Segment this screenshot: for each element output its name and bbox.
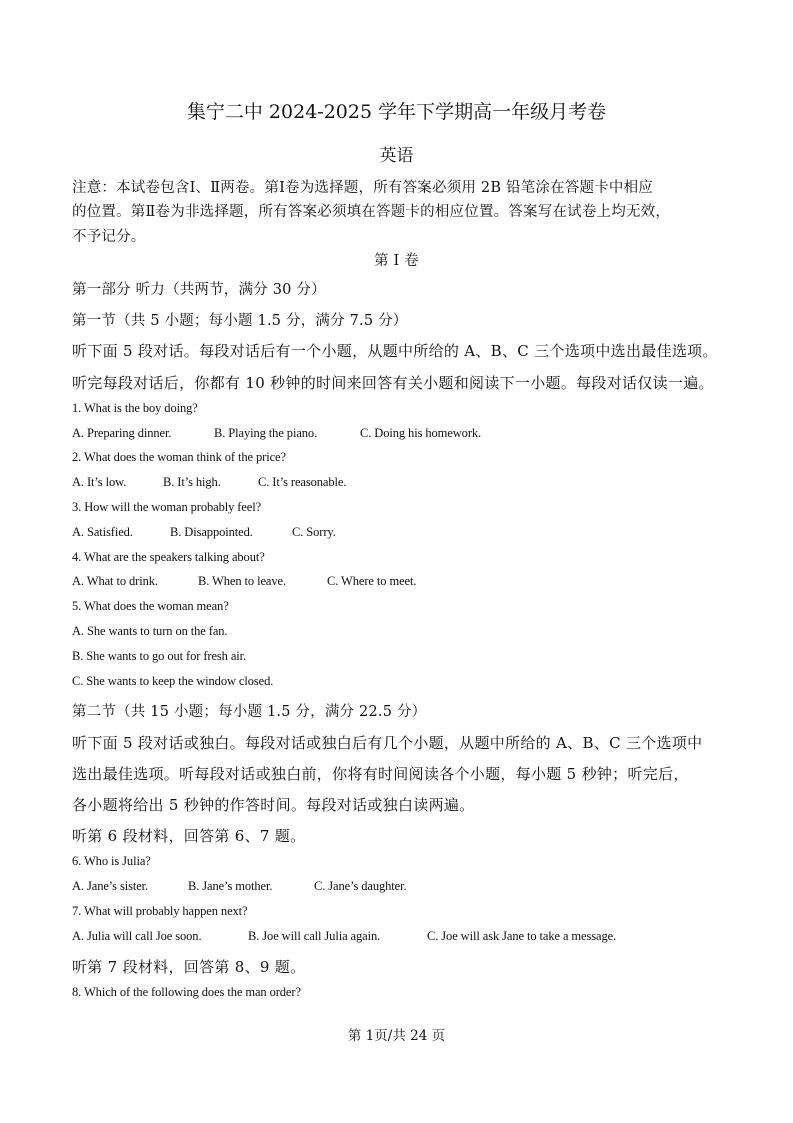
section2-instruction-3: 各小题将给出 5 秒钟的作答时间。每段对话或独白读两遍。 (72, 796, 475, 814)
section1-instruction-2: 听完每段对话后，你都有 10 秒钟的时间来回答有关小题和阅读下一小题。每段对话仅读一遍。 (72, 374, 714, 392)
q5-option-c: C. She wants to keep the window closed. (72, 674, 274, 688)
section2-heading: 第二节（共 15 小题；每小题 1.5 分，满分 22.5 分） (72, 704, 427, 720)
question-stem: 5. What does the woman mean? (72, 599, 229, 613)
volume-label: 第 I 卷 (374, 253, 419, 269)
part1-heading: 第一部分 听力（共两节，满分 30 分） (72, 282, 326, 298)
question-stem: 4. What are the speakers talking about? (72, 550, 265, 564)
question-stem: 3. How will the woman probably feel? (72, 500, 262, 514)
section2-instruction-1: 听下面 5 段对话或独白。每段对话或独白后有几个小题，从题中所给的 A、B、C 三个选项中 (72, 734, 703, 752)
q3-option-c: C. Sorry. (292, 525, 336, 539)
q6-option-b: B. Jane’s mother. (188, 879, 273, 893)
q1-option-c: C. Doing his homework. (360, 426, 482, 440)
q5-option-b: B. She wants to go out for fresh air. (72, 649, 247, 663)
q2-option-b: B. It’s high. (163, 475, 221, 489)
q3-option-a: A. Satisfied. (72, 525, 133, 539)
q4-option-c: C. Where to meet. (327, 574, 417, 588)
material-7-heading: 听第 7 段材料，回答第 8、9 题。 (72, 958, 306, 976)
q4-option-b: B. When to leave. (198, 574, 286, 588)
subject-heading: 英语 (379, 146, 414, 166)
notice-line-1: 注意：本试卷包含Ⅰ、Ⅱ两卷。第Ⅰ卷为选择题，所有答案必须用 2B 铅笔涂在答题卡中相应 (72, 180, 654, 196)
q2-option-a: A. It’s low. (72, 475, 127, 489)
q5-option-a: A. She wants to turn on the fan. (72, 624, 228, 638)
q2-option-c: C. It’s reasonable. (258, 475, 347, 489)
q7-option-b: B. Joe will call Julia again. (248, 929, 381, 943)
q6-option-c: C. Jane’s daughter. (314, 879, 407, 893)
page-footer: 第 1页/共 24 页 (347, 1028, 446, 1044)
section2-instruction-2: 选出最佳选项。听每段对话或独白前，你将有时间阅读各个小题，每小题 5 秒钟；听完后， (72, 765, 689, 783)
exam-title: 集宁二中 2024-2025 学年下学期高一年级月考卷 (186, 101, 607, 123)
question-stem: 8. Which of the following does the man order? (72, 985, 301, 999)
question-stem: 2. What does the woman think of the price? (72, 450, 286, 464)
q3-option-b: B. Disappointed. (170, 525, 253, 539)
question-stem: 1. What is the boy doing? (72, 401, 198, 415)
q7-option-a: A. Julia will call Joe soon. (72, 929, 202, 943)
section1-heading: 第一节（共 5 小题；每小题 1.5 分，满分 7.5 分） (72, 313, 408, 329)
q7-option-c: C. Joe will ask Jane to take a message. (427, 929, 617, 943)
q1-option-b: B. Playing the piano. (214, 426, 318, 440)
notice-line-2: 的位置。第Ⅱ卷为非选择题，所有答案必须填在答题卡的相应位置。答案写在试卷上均无效， (72, 204, 671, 220)
question-stem: 6. Who is Julia? (72, 854, 151, 868)
q1-option-a: A. Preparing dinner. (72, 426, 172, 440)
notice-line-3: 不予记分。 (72, 229, 146, 245)
section1-instruction-1: 听下面 5 段对话。每段对话后有一个小题，从题中所给的 A、B、C 三个选项中选出最佳选项。 (72, 342, 718, 360)
question-stem: 7. What will probably happen next? (72, 904, 248, 918)
q6-option-a: A. Jane’s sister. (72, 879, 149, 893)
material-6-heading: 听第 6 段材料，回答第 6、7 题。 (72, 827, 306, 845)
q4-option-a: A. What to drink. (72, 574, 158, 588)
